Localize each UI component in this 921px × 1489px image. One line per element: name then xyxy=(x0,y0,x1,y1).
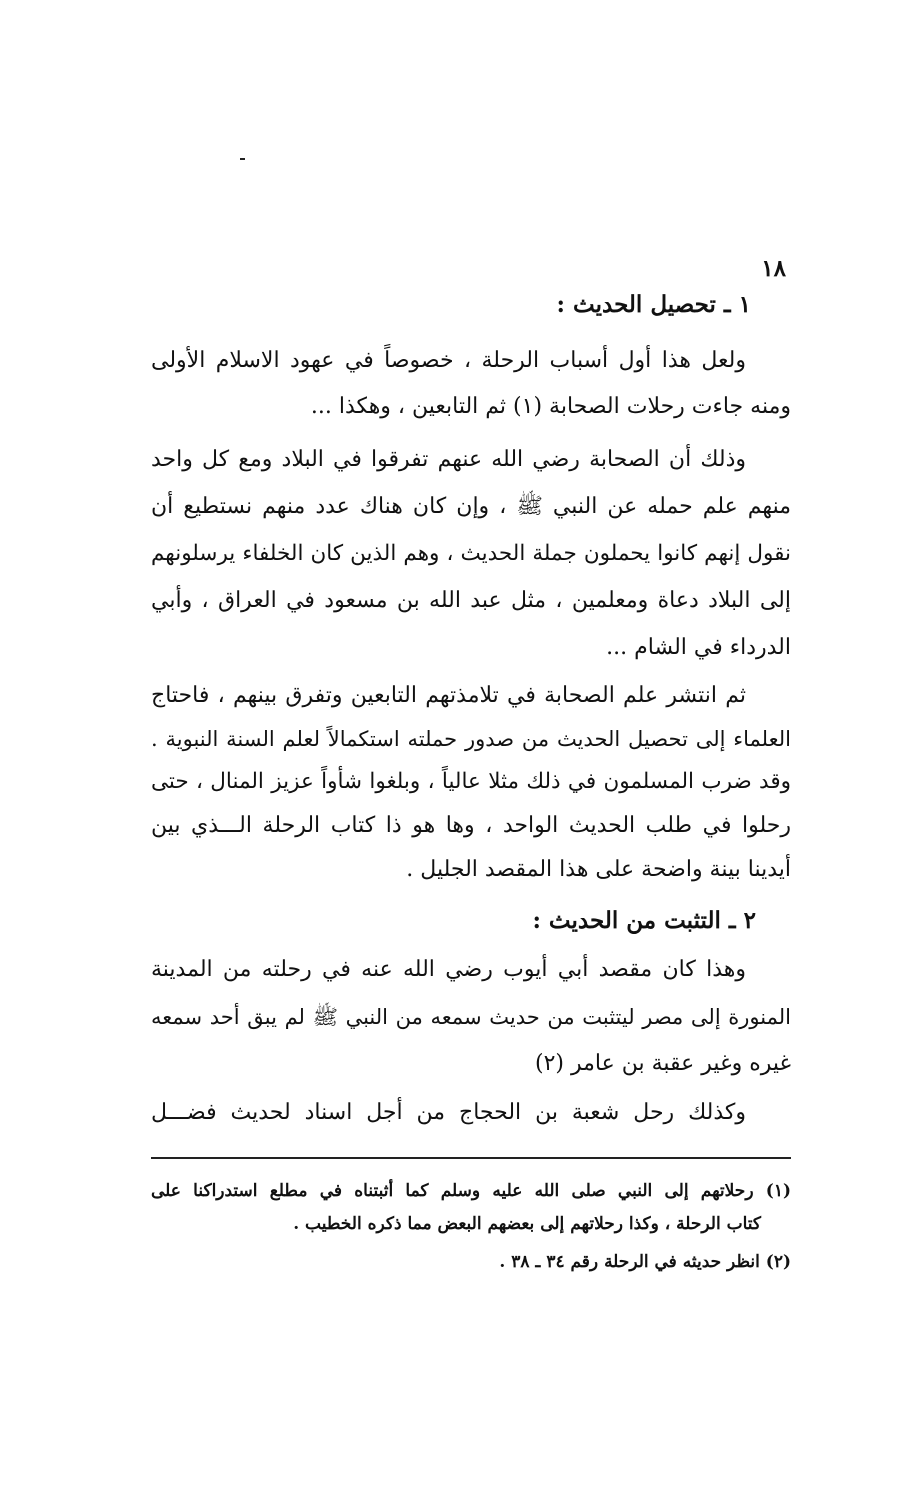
text-line: ومنه جاءت رحلات الصحابة (١) ثم التابعين ، وهكذا ... xyxy=(310,394,791,419)
text-line: الدرداء في الشام ... xyxy=(606,635,791,660)
text-line: إلى البلاد دعاة ومعلمين ، مثل عبد الله بن مسعود في العراق ، وأبي xyxy=(151,588,791,613)
text-line: وكذلك رحل شعبة بن الحجاج من أجل اسناد لحديث فضـــل xyxy=(151,1100,746,1125)
footnote-1-line: (١) رحلاتهم إلى النبي صلى الله عليه وسلم كما أثبتناه في مطلع استدراكنا على xyxy=(151,1181,791,1201)
footnote-separator xyxy=(151,1157,791,1159)
footnote-1-line: كتاب الرحلة ، وكذا رحلاتهم إلى بعضهم البعض مما ذكره الخطيب . xyxy=(293,1214,761,1234)
text-line: رحلوا في طلب الحديث الواحد ، وها هو ذا كتاب الرحلة الـــذي بين xyxy=(151,813,791,838)
text-line: المنورة إلى مصر ليتثبت من حديث سمعه من النبي ﷺ لم يبق أحد سمعه xyxy=(151,1005,791,1029)
text-line: ثم انتشر علم الصحابة في تلامذتهم التابعين وتفرق بينهم ، فاحتاج xyxy=(151,683,746,708)
page-number: ١٨ xyxy=(761,255,786,282)
text-line: وذلك أن الصحابة رضي الله عنهم تفرقوا في البلاد ومع كل واحد xyxy=(151,447,746,472)
section-heading-1: ١ ـ تحصيل الحديث : xyxy=(556,291,751,318)
text-line: أيدينا بينة واضحة على هذا المقصد الجليل . xyxy=(406,857,791,882)
text-line: ولعل هذا أول أسباب الرحلة ، خصوصاً في عهود الاسلام الأولى xyxy=(151,348,746,373)
text-line: العلماء إلى تحصيل الحديث من صدور حملته استكمالاً لعلم السنة النبوية . xyxy=(151,727,791,751)
text-line: وقد ضرب المسلمون في ذلك مثلا عالياً ، وبلغوا شأواً عزيز المنال ، حتى xyxy=(151,769,791,794)
text-line: نقول إنهم كانوا يحملون جملة الحديث ، وهم الذين كان الخلفاء يرسلونهم xyxy=(151,541,791,566)
text-line: منهم علم حمله عن النبي ﷺ ، وإن كان هناك عدد منهم نستطيع أن xyxy=(151,494,791,519)
section-heading-2: ٢ ـ التثبت من الحديث : xyxy=(532,907,756,934)
ink-speck xyxy=(240,158,245,160)
text-line: وهذا كان مقصد أبي أيوب رضي الله عنه في رحلته من المدينة xyxy=(151,957,746,982)
text-line: غيره وغير عقبة بن عامر (٢) xyxy=(535,1051,791,1076)
footnote-2: (٢) انظر حديثه في الرحلة رقم ٣٤ ـ ٣٨ . xyxy=(499,1252,791,1272)
